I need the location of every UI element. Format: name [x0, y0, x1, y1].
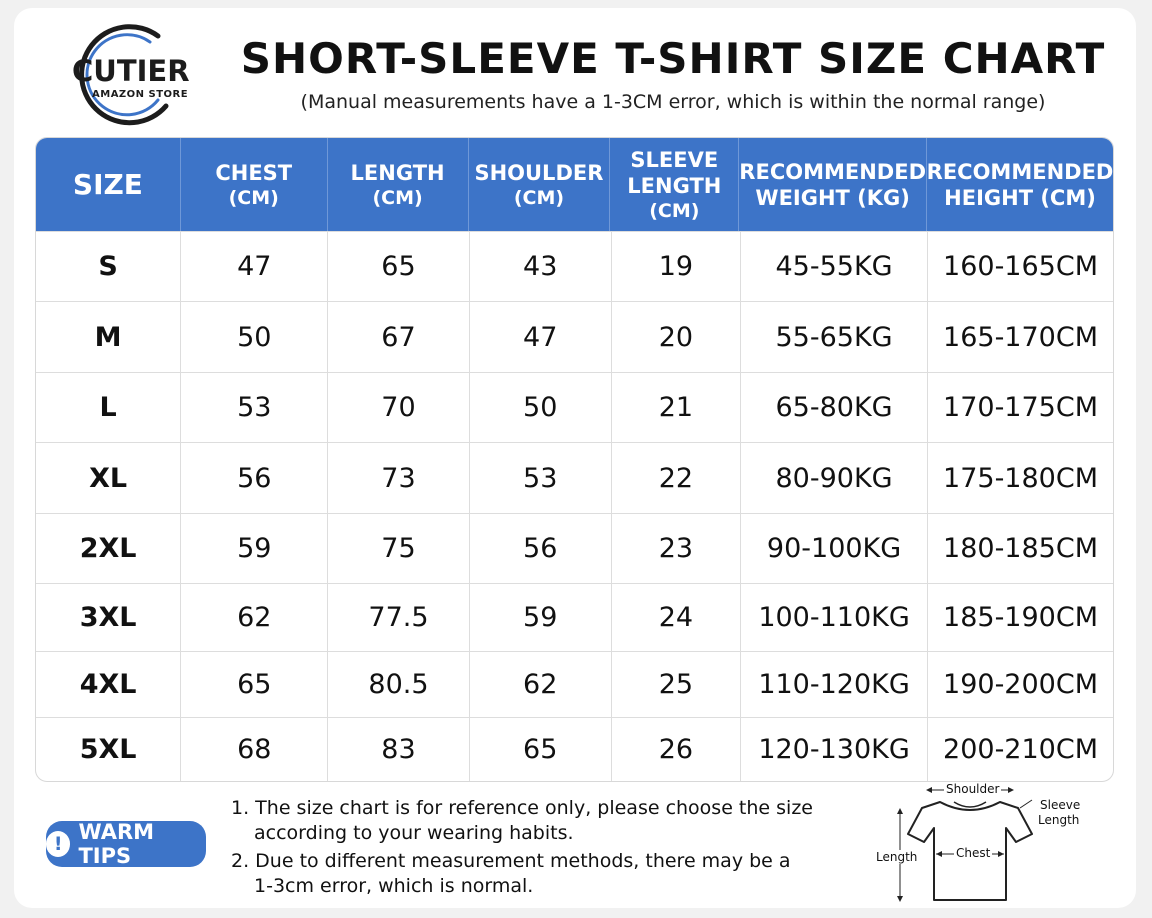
table-cell: 180-185CM [943, 533, 1098, 564]
table-cell: 65 [470, 718, 612, 781]
table-cell: 77.5 [328, 584, 469, 651]
table-cell: 22 [612, 443, 741, 513]
header-recommended-height [927, 138, 1113, 231]
tip-line: 1. The size chart is for reference only, please choose the size [231, 797, 813, 819]
tip-note-1 [231, 796, 861, 846]
header-size [36, 138, 181, 231]
page-subtitle: (Manual measurements have a 1-3CM error, which is within the normal range) [300, 91, 1046, 113]
header-shoulder [469, 138, 611, 231]
header-label: SHOULDER [474, 160, 604, 185]
table-row [36, 231, 1113, 301]
chest-label: Chest [956, 846, 991, 860]
header-unit: WEIGHT (KG) [755, 185, 910, 210]
header-label: RECOMMENDED [739, 159, 926, 184]
table-cell: 53 [470, 443, 612, 513]
table-row [36, 513, 1113, 583]
table-cell: 26 [612, 718, 741, 781]
tips-notes [231, 796, 861, 902]
sleeve-label: Sleeve [1040, 798, 1081, 812]
header-unit: HEIGHT (CM) [944, 185, 1096, 210]
table-body [36, 231, 1113, 781]
table-cell: 59 [181, 514, 328, 583]
tip-note-2 [231, 849, 861, 899]
header-unit: (CM) [649, 199, 700, 222]
table-cell: 170-175CM [943, 392, 1098, 423]
exclamation-icon: ! [46, 831, 70, 857]
header-sleeve-length [610, 138, 739, 231]
table-header [36, 138, 1113, 231]
table-cell: 65 [181, 652, 328, 717]
table-cell: 23 [612, 514, 741, 583]
size-cell: S [36, 232, 181, 301]
table-cell: 56 [470, 514, 612, 583]
page-title: SHORT-SLEEVE T-SHIRT SIZE CHART [240, 34, 1106, 83]
size-cell: L [36, 373, 181, 442]
table-cell: 68 [181, 718, 328, 781]
table-cell: 62 [181, 584, 328, 651]
table-cell: 45-55KG [741, 232, 928, 301]
table-cell: 73 [328, 443, 469, 513]
table-cell: 62 [470, 652, 612, 717]
table-cell: 47 [470, 302, 612, 372]
brand-name: CUTIER [72, 54, 190, 88]
table-cell: 50 [181, 302, 328, 372]
table-cell: 65 [328, 232, 469, 301]
header-recommended-weight [739, 138, 927, 231]
tip-line: according to your wearing habits. [254, 822, 574, 844]
table-cell: 55-65KG [741, 302, 928, 372]
warm-tips-badge [46, 821, 206, 867]
brand-subtitle: AMAZON STORE [92, 89, 189, 100]
size-cell: 4XL [36, 652, 181, 717]
table-row [36, 717, 1113, 781]
table-cell: 65-80KG [741, 373, 928, 442]
table-cell: 83 [328, 718, 469, 781]
warm-tips-label: WARM TIPS [78, 820, 155, 868]
table-cell: 190-200CM [943, 669, 1098, 700]
brand-logo [54, 22, 214, 126]
table-cell: 200-210CM [943, 734, 1098, 765]
table-cell: 20 [612, 302, 741, 372]
table-cell: 56 [181, 443, 328, 513]
table-cell: 80-90KG [741, 443, 928, 513]
tshirt-measurement-diagram [870, 778, 1106, 908]
table-row [36, 583, 1113, 651]
table-cell: 67 [328, 302, 469, 372]
table-cell: 70 [328, 373, 469, 442]
size-cell: 3XL [36, 584, 181, 651]
header-label: CHEST [215, 160, 293, 185]
tip-line: 1-3cm error, which is normal. [254, 875, 534, 897]
table-cell: 175-180CM [943, 462, 1098, 494]
shoulder-label: Shoulder [946, 782, 1000, 796]
table-cell: 100-110KG [741, 584, 928, 651]
table-cell: 47 [181, 232, 328, 301]
size-table [35, 137, 1114, 782]
table-cell: 185-190CM [943, 602, 1098, 633]
sleeve-length-label: Length [1038, 813, 1080, 827]
header-label: RECOMMENDED [926, 159, 1114, 184]
size-cell: 5XL [36, 718, 181, 781]
header-label: SLEEVE [630, 147, 719, 172]
tip-line: 2. Due to different measurement methods, there may be a [231, 850, 791, 872]
header-unit: (CM) [513, 186, 565, 209]
table-cell: 43 [470, 232, 612, 301]
table-row [36, 442, 1113, 513]
header-length [328, 138, 469, 231]
size-cell: 2XL [36, 514, 181, 583]
table-cell: 120-130KG [741, 718, 928, 781]
table-cell: 80.5 [328, 652, 469, 717]
header-unit: (CM) [372, 186, 423, 209]
table-row [36, 372, 1113, 442]
table-cell: 160-165CM [943, 251, 1098, 282]
table-cell: 75 [328, 514, 469, 583]
table-cell: 59 [470, 584, 612, 651]
size-cell: M [36, 302, 181, 372]
header-chest [181, 138, 328, 231]
table-cell: 110-120KG [741, 652, 928, 717]
table-cell: 90-100KG [741, 514, 928, 583]
header-label: SIZE [72, 167, 143, 201]
header-unit: (CM) [228, 186, 279, 209]
table-row [36, 301, 1113, 372]
table-cell: 21 [612, 373, 741, 442]
table-cell: 25 [612, 652, 741, 717]
header-label: LENGTH [350, 160, 445, 185]
size-cell: XL [36, 443, 181, 513]
header-label-2: LENGTH [627, 173, 722, 198]
table-cell: 24 [612, 584, 741, 651]
table-cell: 53 [181, 373, 328, 442]
table-row [36, 651, 1113, 717]
length-label: Length [876, 850, 918, 864]
table-cell: 19 [612, 232, 741, 301]
table-cell: 50 [470, 373, 612, 442]
table-cell: 165-170CM [943, 321, 1098, 353]
